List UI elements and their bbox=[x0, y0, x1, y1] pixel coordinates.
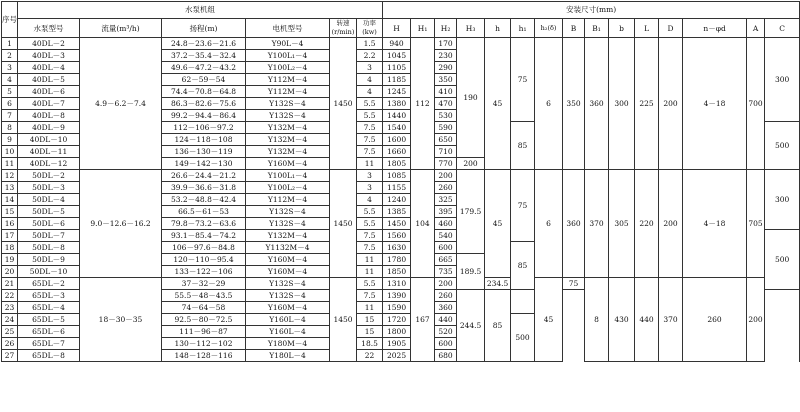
cell-H: 1440 bbox=[383, 110, 411, 122]
cell-power: 3 bbox=[357, 62, 383, 74]
cell-motor: Y132M－4 bbox=[246, 134, 330, 146]
cell-nphid: 4－18 bbox=[683, 38, 747, 170]
cell-power: 7.5 bbox=[357, 122, 383, 134]
cell-H: 1780 bbox=[383, 254, 411, 266]
cell-speed: 1450 bbox=[330, 170, 357, 278]
cell-motor: Y180M－4 bbox=[246, 338, 330, 350]
cell-h1: 75 bbox=[563, 278, 585, 290]
cell-h1: 75 bbox=[511, 170, 535, 242]
cell-motor: Y112M－4 bbox=[246, 74, 330, 86]
cell-H2: 470 bbox=[435, 98, 457, 110]
header-H2: H₂ bbox=[435, 19, 457, 38]
cell-motor: Y160M－4 bbox=[246, 158, 330, 170]
cell-seq: 12 bbox=[2, 170, 18, 182]
cell-b: 300 bbox=[609, 38, 635, 170]
cell-motor: Y112M－4 bbox=[246, 86, 330, 98]
cell-model: 50DL－8 bbox=[18, 242, 80, 254]
cell-head: 148－128－116 bbox=[162, 350, 246, 362]
cell-H2: 600 bbox=[435, 242, 457, 254]
cell-H2: 680 bbox=[435, 350, 457, 362]
cell-h1: 85 bbox=[511, 122, 535, 170]
cell-H1: 112 bbox=[411, 38, 435, 170]
header-install-dims: 安装尺寸(mm) bbox=[383, 2, 800, 19]
cell-head: 74.4－70.8－64.8 bbox=[162, 86, 246, 98]
cell-H2: 360 bbox=[435, 302, 457, 314]
cell-C: 500 bbox=[765, 122, 800, 170]
cell-model: 50DL－10 bbox=[18, 266, 80, 278]
cell-b: 370 bbox=[659, 278, 683, 362]
header-A: A bbox=[747, 19, 765, 38]
cell-L: 260 bbox=[683, 278, 747, 362]
cell-seq: 27 bbox=[2, 350, 18, 362]
table-body bbox=[2, 38, 800, 362]
cell-H: 1850 bbox=[383, 266, 411, 278]
cell-seq: 24 bbox=[2, 314, 18, 326]
cell-motor: Y1132M－4 bbox=[246, 242, 330, 254]
cell-C: 300 bbox=[765, 38, 800, 122]
header-model: 水泵型号 bbox=[18, 19, 80, 38]
cell-H: 1540 bbox=[383, 122, 411, 134]
cell-power: 11 bbox=[357, 266, 383, 278]
cell-motor: Y132S－4 bbox=[246, 110, 330, 122]
cell-H2: 650 bbox=[435, 134, 457, 146]
cell-seq: 14 bbox=[2, 194, 18, 206]
cell-H: 1380 bbox=[383, 98, 411, 110]
header-D: D bbox=[659, 19, 683, 38]
cell-model: 50DL－3 bbox=[18, 182, 80, 194]
cell-model: 40DL－5 bbox=[18, 74, 80, 86]
cell-B: 430 bbox=[609, 278, 635, 362]
table-row bbox=[2, 170, 800, 182]
cell-A: 700 bbox=[747, 38, 765, 170]
cell-D: 200 bbox=[747, 278, 765, 362]
cell-H: 1045 bbox=[383, 50, 411, 62]
cell-seq: 16 bbox=[2, 218, 18, 230]
cell-motor: Y160M－4 bbox=[246, 302, 330, 314]
cell-h2: 8 bbox=[585, 278, 609, 362]
cell-B1: 440 bbox=[635, 278, 659, 362]
cell-motor: Y160M－4 bbox=[246, 266, 330, 278]
cell-model: 50DL－6 bbox=[18, 218, 80, 230]
cell-head: 92.5－80－72.5 bbox=[162, 314, 246, 326]
cell-seq: 11 bbox=[2, 158, 18, 170]
cell-head: 24.8－23.6－21.6 bbox=[162, 38, 246, 50]
cell-h: 45 bbox=[485, 170, 511, 278]
cell-H: 1240 bbox=[383, 194, 411, 206]
cell-seq: 9 bbox=[2, 134, 18, 146]
cell-seq: 6 bbox=[2, 98, 18, 110]
header-L: L bbox=[635, 19, 659, 38]
cell-H: 1450 bbox=[383, 218, 411, 230]
cell-motor: Y160L－4 bbox=[246, 314, 330, 326]
cell-model: 40DL－12 bbox=[18, 158, 80, 170]
cell-head: 39.9－36.6－31.8 bbox=[162, 182, 246, 194]
cell-h: 45 bbox=[485, 38, 511, 170]
cell-H: 1385 bbox=[383, 206, 411, 218]
cell-H3: 190 bbox=[457, 38, 485, 158]
cell-seq: 25 bbox=[2, 326, 18, 338]
cell-model: 40DL－2 bbox=[18, 38, 80, 50]
header-H3: H₃ bbox=[457, 19, 485, 38]
header-seq: 序号 bbox=[2, 2, 18, 38]
cell-seq: 1 bbox=[2, 38, 18, 50]
cell-head: 149－142－130 bbox=[162, 158, 246, 170]
cell-model: 65DL－8 bbox=[18, 350, 80, 362]
table-row bbox=[2, 278, 800, 290]
cell-motor: Y132S－4 bbox=[246, 98, 330, 110]
cell-head: 99.2－94.4－86.4 bbox=[162, 110, 246, 122]
header-H1: H₁ bbox=[411, 19, 435, 38]
cell-head: 86.3－82.6－75.6 bbox=[162, 98, 246, 110]
cell-H2: 440 bbox=[435, 314, 457, 326]
cell-C: 500 bbox=[511, 314, 535, 362]
header-B1: B₁ bbox=[585, 19, 609, 38]
cell-H: 1155 bbox=[383, 182, 411, 194]
cell-H2: 460 bbox=[435, 218, 457, 230]
cell-power: 3 bbox=[357, 182, 383, 194]
cell-head: 112－106－97.2 bbox=[162, 122, 246, 134]
cell-H2: 735 bbox=[435, 266, 457, 278]
cell-H: 1805 bbox=[383, 158, 411, 170]
cell-H2: 290 bbox=[435, 62, 457, 74]
cell-model: 65DL－2 bbox=[18, 278, 80, 290]
cell-motor: Y90L－4 bbox=[246, 38, 330, 50]
cell-H2: 170 bbox=[435, 38, 457, 50]
cell-head: 106－97.6－84.8 bbox=[162, 242, 246, 254]
header-power: 功率(kw) bbox=[357, 19, 383, 38]
cell-model: 40DL－3 bbox=[18, 50, 80, 62]
cell-head: 55.5－48－43.5 bbox=[162, 290, 246, 302]
cell-H2: 665 bbox=[435, 254, 457, 266]
cell-head: 120－110－95.4 bbox=[162, 254, 246, 266]
cell-head: 124－118－108 bbox=[162, 134, 246, 146]
cell-H: 1185 bbox=[383, 74, 411, 86]
cell-H2: 395 bbox=[435, 206, 457, 218]
cell-power: 5.5 bbox=[357, 278, 383, 290]
cell-H2: 260 bbox=[435, 290, 457, 302]
cell-seq: 20 bbox=[2, 266, 18, 278]
cell-head: 37－32－29 bbox=[162, 278, 246, 290]
cell-seq: 13 bbox=[2, 182, 18, 194]
cell-D: 200 bbox=[659, 38, 683, 170]
cell-head: 130－112－102 bbox=[162, 338, 246, 350]
cell-seq: 18 bbox=[2, 242, 18, 254]
cell-H3: 234.5 bbox=[485, 278, 511, 290]
cell-model: 40DL－11 bbox=[18, 146, 80, 158]
cell-h2: 6 bbox=[535, 170, 563, 278]
header-C: C bbox=[765, 19, 800, 38]
cell-motor: Y132S－4 bbox=[246, 290, 330, 302]
cell-H: 1390 bbox=[383, 290, 411, 302]
cell-model: 40DL－9 bbox=[18, 122, 80, 134]
cell-C: 500 bbox=[765, 230, 800, 290]
cell-H2: 710 bbox=[435, 146, 457, 158]
cell-D: 200 bbox=[659, 170, 683, 278]
cell-H2: 540 bbox=[435, 230, 457, 242]
cell-seq: 4 bbox=[2, 74, 18, 86]
cell-seq: 7 bbox=[2, 110, 18, 122]
cell-motor: Y132M－4 bbox=[246, 122, 330, 134]
cell-C: 300 bbox=[765, 170, 800, 230]
cell-power: 3 bbox=[357, 170, 383, 182]
cell-b: 305 bbox=[609, 170, 635, 278]
cell-power: 11 bbox=[357, 158, 383, 170]
cell-head: 26.6－24.4－21.2 bbox=[162, 170, 246, 182]
cell-H: 1720 bbox=[383, 314, 411, 326]
cell-model: 40DL－8 bbox=[18, 110, 80, 122]
cell-power: 15 bbox=[357, 326, 383, 338]
cell-motor: Y132M－4 bbox=[246, 230, 330, 242]
cell-speed: 1450 bbox=[330, 278, 357, 362]
cell-h: 45 bbox=[535, 278, 563, 362]
cell-motor: Y180L－4 bbox=[246, 350, 330, 362]
cell-motor: Y112M－4 bbox=[246, 194, 330, 206]
cell-H2: 200 bbox=[435, 170, 457, 182]
cell-model: 50DL－2 bbox=[18, 170, 80, 182]
cell-power: 15 bbox=[357, 314, 383, 326]
cell-model: 40DL－4 bbox=[18, 62, 80, 74]
cell-model: 65DL－5 bbox=[18, 314, 80, 326]
cell-H: 1630 bbox=[383, 242, 411, 254]
cell-H1: 104 bbox=[411, 170, 435, 278]
cell-model: 50DL－5 bbox=[18, 206, 80, 218]
cell-model: 65DL－7 bbox=[18, 338, 80, 350]
cell-motor: Y132M－4 bbox=[246, 146, 330, 158]
cell-seq: 21 bbox=[2, 278, 18, 290]
cell-head: 79.8－73.2－63.6 bbox=[162, 218, 246, 230]
cell-H: 1660 bbox=[383, 146, 411, 158]
cell-power: 4 bbox=[357, 86, 383, 98]
cell-B1: 360 bbox=[585, 38, 609, 170]
cell-H2: 350 bbox=[435, 74, 457, 86]
cell-power: 11 bbox=[357, 302, 383, 314]
cell-seq: 15 bbox=[2, 206, 18, 218]
cell-model: 50DL－7 bbox=[18, 230, 80, 242]
header-flow: 流量(m³/h) bbox=[80, 19, 162, 38]
cell-H2: 410 bbox=[435, 86, 457, 98]
cell-B: 350 bbox=[563, 38, 585, 170]
header-nphid: n－φd bbox=[683, 19, 747, 38]
cell-H3: 244.5 bbox=[457, 290, 485, 362]
cell-H2: 200 bbox=[435, 278, 457, 290]
cell-motor: Y100L₁－4 bbox=[246, 50, 330, 62]
cell-H2: 590 bbox=[435, 122, 457, 134]
cell-power: 11 bbox=[357, 254, 383, 266]
cell-L: 220 bbox=[635, 170, 659, 278]
cell-motor: Y132S－4 bbox=[246, 206, 330, 218]
cell-seq: 8 bbox=[2, 122, 18, 134]
cell-flow: 9.0－12.6－16.2 bbox=[80, 170, 162, 278]
cell-H2: 520 bbox=[435, 326, 457, 338]
cell-L: 225 bbox=[635, 38, 659, 170]
cell-power: 5.5 bbox=[357, 206, 383, 218]
pump-spec-table bbox=[1, 1, 800, 362]
cell-h1: 85 bbox=[511, 242, 535, 290]
cell-motor: Y100L₁－4 bbox=[246, 170, 330, 182]
cell-seq: 19 bbox=[2, 254, 18, 266]
cell-power: 5.5 bbox=[357, 98, 383, 110]
header-row-2 bbox=[2, 19, 800, 38]
header-h2: h₂(δ) bbox=[535, 19, 563, 38]
cell-power: 7.5 bbox=[357, 290, 383, 302]
cell-H: 1600 bbox=[383, 134, 411, 146]
cell-h1: 85 bbox=[485, 290, 511, 362]
cell-power: 7.5 bbox=[357, 146, 383, 158]
cell-power: 2.2 bbox=[357, 50, 383, 62]
cell-power: 4 bbox=[357, 194, 383, 206]
cell-B1: 370 bbox=[585, 170, 609, 278]
cell-h1: 75 bbox=[511, 38, 535, 122]
cell-H: 2025 bbox=[383, 350, 411, 362]
cell-head: 74－64－58 bbox=[162, 302, 246, 314]
cell-h2: 6 bbox=[535, 38, 563, 170]
cell-speed: 1450 bbox=[330, 38, 357, 170]
cell-power: 18.5 bbox=[357, 338, 383, 350]
cell-H: 1800 bbox=[383, 326, 411, 338]
cell-model: 50DL－9 bbox=[18, 254, 80, 266]
cell-H2: 230 bbox=[435, 50, 457, 62]
cell-power: 4 bbox=[357, 74, 383, 86]
cell-H1: 167 bbox=[411, 278, 435, 362]
cell-seq: 17 bbox=[2, 230, 18, 242]
cell-model: 50DL－4 bbox=[18, 194, 80, 206]
cell-H2: 600 bbox=[435, 338, 457, 350]
header-speed: 转速(r/min) bbox=[330, 19, 357, 38]
cell-power: 5.5 bbox=[357, 218, 383, 230]
header-B: B bbox=[563, 19, 585, 38]
cell-H: 1245 bbox=[383, 86, 411, 98]
cell-flow: 4.9－6.2－7.4 bbox=[80, 38, 162, 170]
cell-seq: 5 bbox=[2, 86, 18, 98]
cell-model: 40DL－7 bbox=[18, 98, 80, 110]
header-b: b bbox=[609, 19, 635, 38]
cell-flow: 18－30－35 bbox=[80, 278, 162, 362]
cell-power: 5.5 bbox=[357, 110, 383, 122]
cell-seq: 2 bbox=[2, 50, 18, 62]
cell-A: 705 bbox=[747, 170, 765, 278]
cell-motor: Y100L₂－4 bbox=[246, 62, 330, 74]
cell-model: 65DL－3 bbox=[18, 290, 80, 302]
header-motor: 电机型号 bbox=[246, 19, 330, 38]
cell-model: 40DL－6 bbox=[18, 86, 80, 98]
cell-seq: 3 bbox=[2, 62, 18, 74]
header-head: 扬程(m) bbox=[162, 19, 246, 38]
cell-H: 1310 bbox=[383, 278, 411, 290]
cell-H: 1590 bbox=[383, 302, 411, 314]
cell-H2: 325 bbox=[435, 194, 457, 206]
cell-head: 93.1－85.4－74.2 bbox=[162, 230, 246, 242]
header-h: h bbox=[485, 19, 511, 38]
cell-model: 40DL－10 bbox=[18, 134, 80, 146]
header-pump-unit: 水泵机组 bbox=[18, 2, 383, 19]
cell-head: 53.2－48.8－42.4 bbox=[162, 194, 246, 206]
cell-head: 49.6－47.2－43.2 bbox=[162, 62, 246, 74]
header-row-1 bbox=[2, 2, 800, 19]
cell-H: 1105 bbox=[383, 62, 411, 74]
cell-model: 65DL－6 bbox=[18, 326, 80, 338]
cell-power: 7.5 bbox=[357, 242, 383, 254]
cell-B: 360 bbox=[563, 170, 585, 278]
cell-head: 133－122－106 bbox=[162, 266, 246, 278]
cell-head: 37.2－35.4－32.4 bbox=[162, 50, 246, 62]
cell-seq: 10 bbox=[2, 146, 18, 158]
cell-motor: Y132S－4 bbox=[246, 278, 330, 290]
cell-H3: 200 bbox=[457, 158, 485, 170]
cell-seq: 22 bbox=[2, 290, 18, 302]
cell-power: 7.5 bbox=[357, 230, 383, 242]
cell-motor: Y160M－4 bbox=[246, 254, 330, 266]
cell-power: 22 bbox=[357, 350, 383, 362]
cell-seq: 23 bbox=[2, 302, 18, 314]
cell-head: 66.5－61－53 bbox=[162, 206, 246, 218]
cell-H: 1560 bbox=[383, 230, 411, 242]
cell-head: 111－96－87 bbox=[162, 326, 246, 338]
cell-head: 136－130－119 bbox=[162, 146, 246, 158]
cell-motor: Y160L－4 bbox=[246, 326, 330, 338]
header-h1: h₁ bbox=[511, 19, 535, 38]
cell-power: 7.5 bbox=[357, 134, 383, 146]
cell-H: 1085 bbox=[383, 170, 411, 182]
cell-motor: Y100L₂－4 bbox=[246, 182, 330, 194]
cell-H2: 260 bbox=[435, 182, 457, 194]
table-row bbox=[2, 38, 800, 50]
cell-nphid: 4－18 bbox=[683, 170, 747, 278]
cell-model: 65DL－4 bbox=[18, 302, 80, 314]
cell-power: 1.5 bbox=[357, 38, 383, 50]
cell-H: 940 bbox=[383, 38, 411, 50]
cell-H3: 179.5 bbox=[457, 170, 485, 254]
header-H: H bbox=[383, 19, 411, 38]
cell-H: 1905 bbox=[383, 338, 411, 350]
cell-H2: 530 bbox=[435, 110, 457, 122]
cell-H2: 770 bbox=[435, 158, 457, 170]
cell-seq: 26 bbox=[2, 338, 18, 350]
cell-head: 62－59－54 bbox=[162, 74, 246, 86]
cell-H3: 189.5 bbox=[457, 254, 485, 290]
cell-motor: Y132S－4 bbox=[246, 218, 330, 230]
